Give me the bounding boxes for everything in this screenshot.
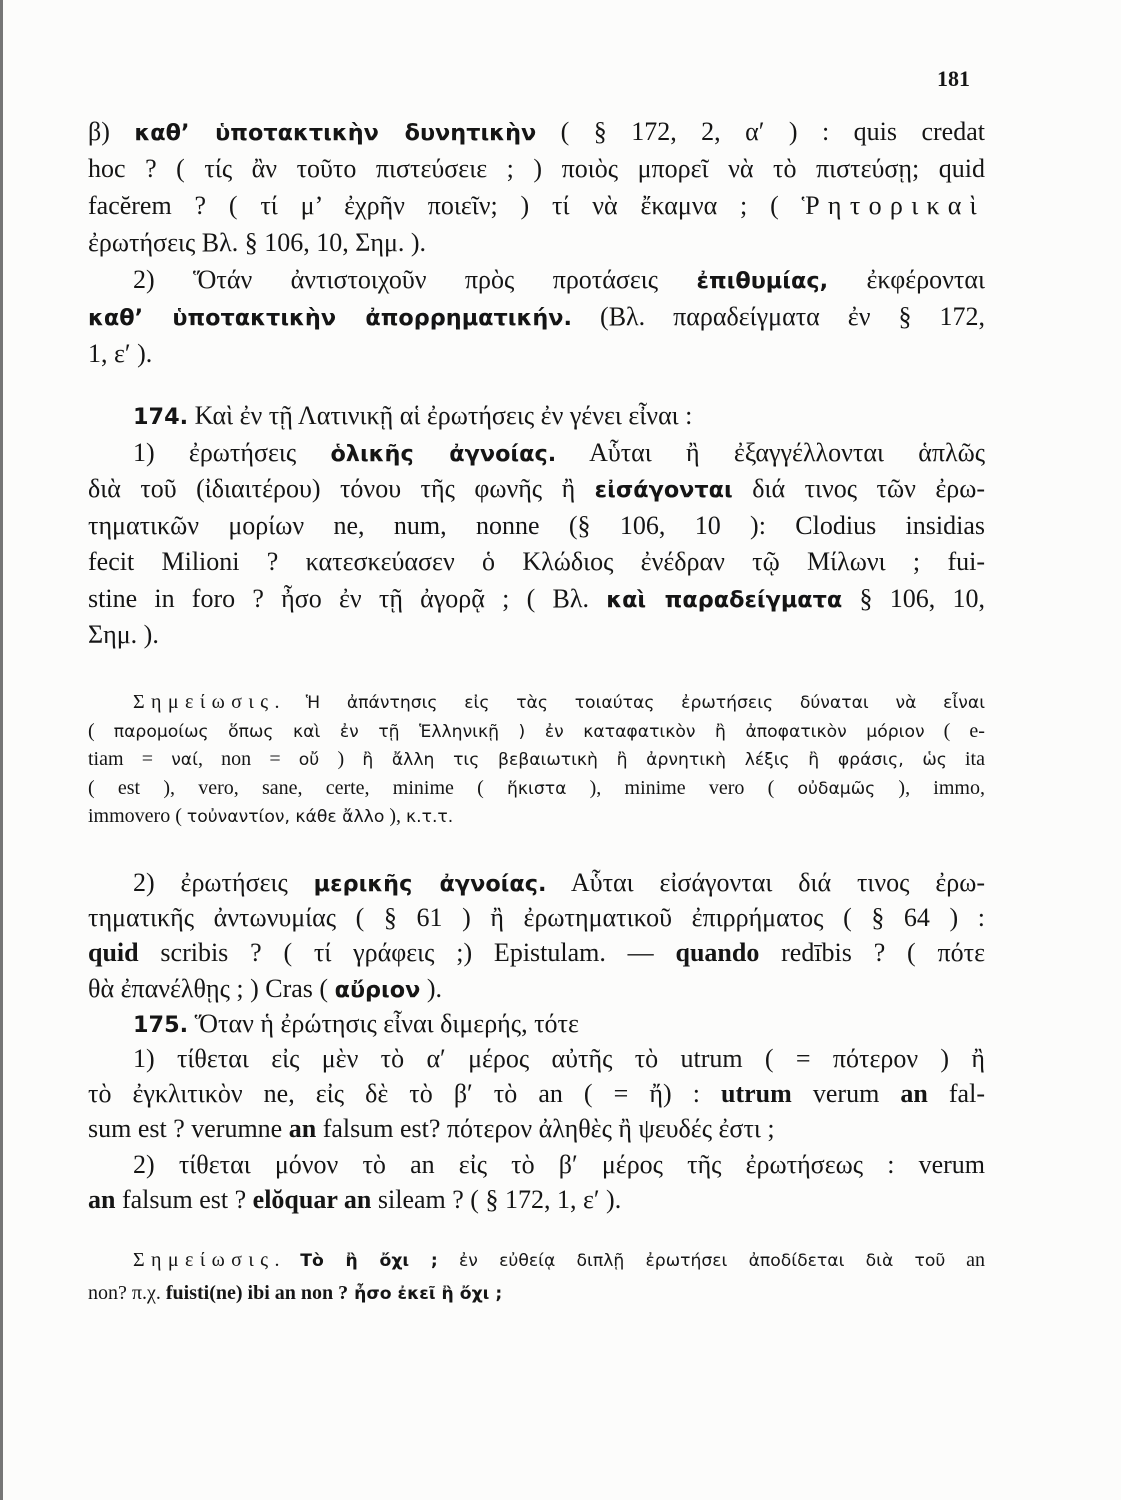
text-run: διὰ τοῦ (ἰδιαιτέρου) τόνου τῆς φωνῆς ἢ [88,474,595,503]
text-run: ἢ ἄλλη τις βεβαιωτικὴ ἢ ἀρνητικὴ λέξις ἢ φράσις, ὡς [362,750,947,770]
text-run: Τὸ ἢ ὄχι ; [300,1251,438,1271]
text-run: β) [88,117,135,146]
text-run: stine in foro ? ἦσο ἐν τῇ ἀγορᾷ ; ( Βλ. [88,583,607,613]
text-run: tiam = [88,748,172,770]
text-run: sileam ? ( § 172, 1, ε′ ). [371,1184,622,1214]
text-run: τηματικῆς ἀντωνυμίας ( § 61 ) ἢ ἐρωτηματικοῦ ἐπιρρήματος ( § 64 ) : [88,903,985,933]
text-run: τοὐναντίον, κάθε ἄλλο [186,807,385,827]
text-run: redībis ? ( πότε [759,938,985,968]
text-line [88,1244,985,1277]
text-line [88,298,985,335]
text-run: . [274,691,306,713]
text-run: an [900,1079,928,1109]
text-run: fuisti(ne) ibi an non ? [165,1282,349,1304]
text-run: οὔ [298,750,320,770]
text-run: hoc ? ( τίς ἂν τοῦτο πιστεύσειε ; ) ποιὸς μπορεῖ νὰ τὸ πιστεύσῃ; quid [88,154,985,183]
paragraph-175-item-2 [88,1147,985,1217]
text-line [88,865,985,900]
paragraph-174-item-2 [88,865,985,1006]
text-line [88,261,985,298]
paragraph-174-item-1 [88,435,985,654]
text-line [88,544,985,581]
text-run: an [88,1184,116,1214]
text-run: § 106, 10, [842,583,985,613]
text-run: οὐδαμῶς [797,778,876,799]
text-line [88,471,985,508]
text-run: sum est ? verumne [88,1114,289,1144]
text-run: ). [420,973,443,1003]
text-run: elŏquar an [252,1184,372,1214]
text-run: ) [319,748,363,770]
text-line [88,113,985,150]
text-run: verum [791,1079,901,1109]
text-run: quid [88,938,139,968]
text-run: παρομοίως ὅπως καὶ ἐν τῇ Ἑλληνικῇ ) ἐν καταφατικὸν ἢ ἀποφατικὸν μόριον [113,721,925,742]
text-run: καθ’ ὑποτακτικὴν ἀπορρηματικήν. [88,305,573,331]
text-line [88,1182,985,1217]
text-line [88,688,985,717]
text-run: ( e- [924,719,985,742]
text-run: αὔριον [334,976,421,1003]
text-run: Αὗται εἰσάγονται διά τινος ἐρω- [546,868,985,897]
text-line [88,435,985,472]
text-run: Καὶ ἐν τῇ Λατινικῇ αἱ ἐρωτήσεις ἐν γένει εἶναι : [188,401,693,430]
text-run: ), minime vero ( [566,776,798,799]
text-line [88,335,985,372]
text-line [88,187,985,224]
text-run: scribis ? ( τί γράφεις ;) Epistulam. — [138,938,676,968]
text-run: 175. [133,1011,189,1038]
text-run: an [288,1114,317,1144]
text-run: , non = [197,748,299,770]
text-run: ἐρωτήσεις Βλ. § 106, 10, Σημ. ). [88,228,427,257]
section-173-continuation [88,113,985,372]
text-line [88,1006,985,1041]
text-run: 1, ε′ ). [88,339,153,368]
text-run: διά τινος τῶν ἐρω- [732,474,985,503]
text-run: εἰσάγονται [594,477,733,503]
text-run: ( [88,719,114,742]
text-line [88,1147,985,1182]
note-1 [88,688,985,831]
text-run: καὶ παραδείγματα [606,586,843,613]
text-run: ( est ), vero, sane, certe, minime ( [88,776,507,799]
text-run: ἦσο ἐκεῖ ἢ ὄχι ; [348,1284,503,1304]
text-line [88,150,985,187]
text-run: an [945,1249,986,1271]
page-number: 181 [937,66,970,91]
text-run: τὸ ἐγκλιτικὸν ne, εἰς δὲ τὸ β′ τὸ an ( = ἤ) : [88,1079,722,1109]
text-run: falsum est ? [115,1184,253,1214]
text-run: 2) ἐρωτήσεις [133,868,314,897]
text-run: θὰ ἐπανέλθῃς ; ) Cras ( [88,973,335,1003]
text-run: ita [946,748,985,770]
text-run: Σημ. ). [88,620,159,649]
text-run: (Βλ. παραδείγματα ἐν § 172, [572,302,985,331]
text-run: ( § 172, 2, α′ ) : quis credat [536,117,985,146]
text-run: κ.τ.τ. [406,807,454,827]
text-line [88,508,985,545]
text-line [88,1041,985,1076]
text-line [88,971,985,1006]
text-run: non? π.χ. [88,1282,166,1304]
text-line [88,617,985,654]
text-line [88,1277,985,1310]
text-run: 1) τίθεται εἰς μὲν τὸ α′ μέρος αὐτῆς τὸ utrum ( = πότερον ) ἢ [133,1043,985,1073]
text-run: ὁλικῆς ἀγνοίας. [330,440,557,467]
paragraph-beta [88,113,985,261]
paragraph-175-item-1 [88,1041,985,1147]
text-line [88,398,985,435]
paragraph-173-item-2 [88,261,985,372]
section-174 [88,398,985,654]
text-run: τηματικῶν μορίων ne, num, nonne (§ 106, 10 ): Clodius insidias [88,510,985,540]
text-run: ), immo, [875,776,985,799]
section-174-heading [88,398,985,435]
text-run: ναί [171,750,198,770]
text-line [88,935,985,970]
text-run: falsum est? πότερον ἀληθὲς ἢ ψευδές ἐστι ; [316,1114,775,1144]
scan-edge [0,0,3,1500]
text-run: ἥκιστα [506,778,567,799]
text-line [88,802,985,831]
text-run: 2) Ὅτάν ἀντιστοιχοῦν πρὸς προτάσεις [133,265,697,294]
text-run: fecit Milioni ? κατεσκεύασεν ὁ Κλώδιος ἐνέδραν τῷ Μίλωνι ; fui- [88,547,985,576]
text-run: fal- [927,1079,985,1109]
text-run: μερικῆς ἀγνοίας. [313,871,547,897]
text-run: 1) ἐρωτήσεις [133,437,331,467]
section-175-heading [88,1006,985,1041]
text-run: Ῥητορικαὶ [801,191,985,220]
text-line [88,745,985,774]
note-2-text [88,1244,985,1310]
text-run: Αὗται ἢ ἐξαγγέλλονται ἁπλῶς [556,437,985,467]
text-run: Ἡ ἀπάντησις εἰς τὰς τοιαύτας ἐρωτήσεις δύναται νὰ εἶναι [305,693,986,713]
text-line [88,774,985,803]
text-run: immovero ( [88,805,187,827]
text-line [88,717,985,746]
text-run: ἐπιθυμίας, [696,268,829,294]
text-run: facĕrem ? ( τί μ’ ἐχρῆν ποιεῖν; ) τί νὰ ἔκαμνα ; ( [88,191,802,220]
section-174-item-2-and-175 [88,865,985,1217]
text-line [88,581,985,618]
text-run: Σημείωσις [133,691,275,713]
text-run: καθ’ ὑποτακτικὴν δυνητικὴν [134,120,537,146]
text-run: Σημείωσις [133,1249,275,1271]
text-run: ἐκφέρονται [828,265,986,294]
text-run: ἐν εὐθείᾳ διπλῇ ἐρωτήσει ἀποδίδεται διὰ τοῦ [437,1251,946,1271]
text-run: . [274,1249,301,1271]
text-run: ), [384,805,407,827]
text-run: 2) τίθεται μόνον τὸ an εἰς τὸ β′ μέρος τῆς ἐρωτήσεως : verum [133,1149,985,1179]
text-run: quando [675,938,760,968]
text-line [88,224,985,261]
text-run: Ὅταν ἡ ἐρώτησις εἶναι διμερής, τότε [188,1008,579,1038]
text-run: utrum [721,1079,792,1109]
note-1-text [88,688,985,831]
note-2 [88,1244,985,1310]
text-line [88,1076,985,1111]
text-line [88,900,985,935]
text-run: 174. [133,404,189,430]
text-line [88,1111,985,1146]
